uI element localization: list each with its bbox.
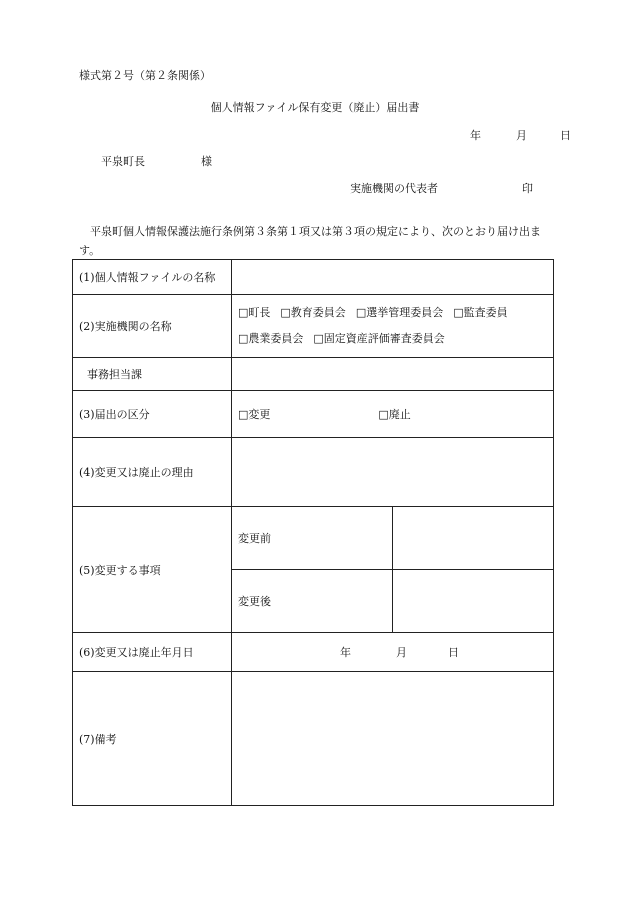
change-date-year: 年: [340, 646, 351, 659]
option-agriculture-board[interactable]: □農業委員会: [238, 332, 304, 345]
addressee-name: 平泉町長: [101, 155, 145, 168]
form-table: [72, 259, 554, 806]
department-field[interactable]: [232, 358, 554, 391]
row3-label: (3)届出の区分: [73, 391, 232, 438]
row7-label: (7)備考: [73, 672, 232, 806]
date-month: 月: [516, 129, 527, 142]
honorific: 様: [201, 155, 212, 168]
body-text: 平泉町個人情報保護法施行条例第３条第１項又は第３項の規定により、次のとおり届け出ます。: [79, 225, 541, 257]
after-change-field[interactable]: [393, 570, 554, 633]
file-name-field[interactable]: [232, 260, 554, 295]
seal-mark: 印: [522, 182, 533, 195]
institution-options: [232, 295, 554, 358]
row1-label: (1)個人情報ファイルの名称: [73, 260, 232, 295]
option-abolish[interactable]: □廃止: [378, 408, 411, 421]
option-asset-review-board[interactable]: □固定資産評価審査委員会: [313, 332, 445, 345]
date-year: 年: [470, 129, 481, 142]
reason-field[interactable]: [232, 438, 554, 507]
remarks-field[interactable]: [232, 672, 554, 806]
submission-date: [470, 127, 571, 143]
option-election-board[interactable]: □選挙管理委員会: [355, 306, 444, 319]
row2b-label: 事務担当課: [73, 358, 232, 391]
representative-label: 実施機関の代表者: [350, 182, 438, 195]
change-date-field[interactable]: [232, 633, 554, 672]
row4-label: (4)変更又は廃止の理由: [73, 438, 232, 507]
addressee: [101, 153, 212, 169]
row6-label: (6)変更又は廃止年月日: [73, 633, 232, 672]
before-change-label: 変更前: [232, 507, 393, 570]
option-auditor[interactable]: □監査委員: [453, 306, 508, 319]
option-mayor[interactable]: □町長: [238, 306, 271, 319]
form-number: 様式第２号（第２条関係）: [79, 69, 211, 82]
change-date-month: 月: [396, 646, 407, 659]
change-date-day: 日: [448, 646, 459, 659]
before-change-field[interactable]: [393, 507, 554, 570]
row5-label: (5)変更する事項: [73, 507, 232, 633]
category-options: [232, 391, 554, 438]
row2-label: (2)実施機関の名称: [73, 295, 232, 358]
date-day: 日: [560, 129, 571, 142]
option-education-board[interactable]: □教育委員会: [280, 306, 346, 319]
document-title: 個人情報ファイル保有変更（廃止）届出書: [210, 101, 420, 114]
representative-line: [350, 180, 533, 196]
option-change[interactable]: □変更: [238, 408, 271, 421]
after-change-label: 変更後: [232, 570, 393, 633]
